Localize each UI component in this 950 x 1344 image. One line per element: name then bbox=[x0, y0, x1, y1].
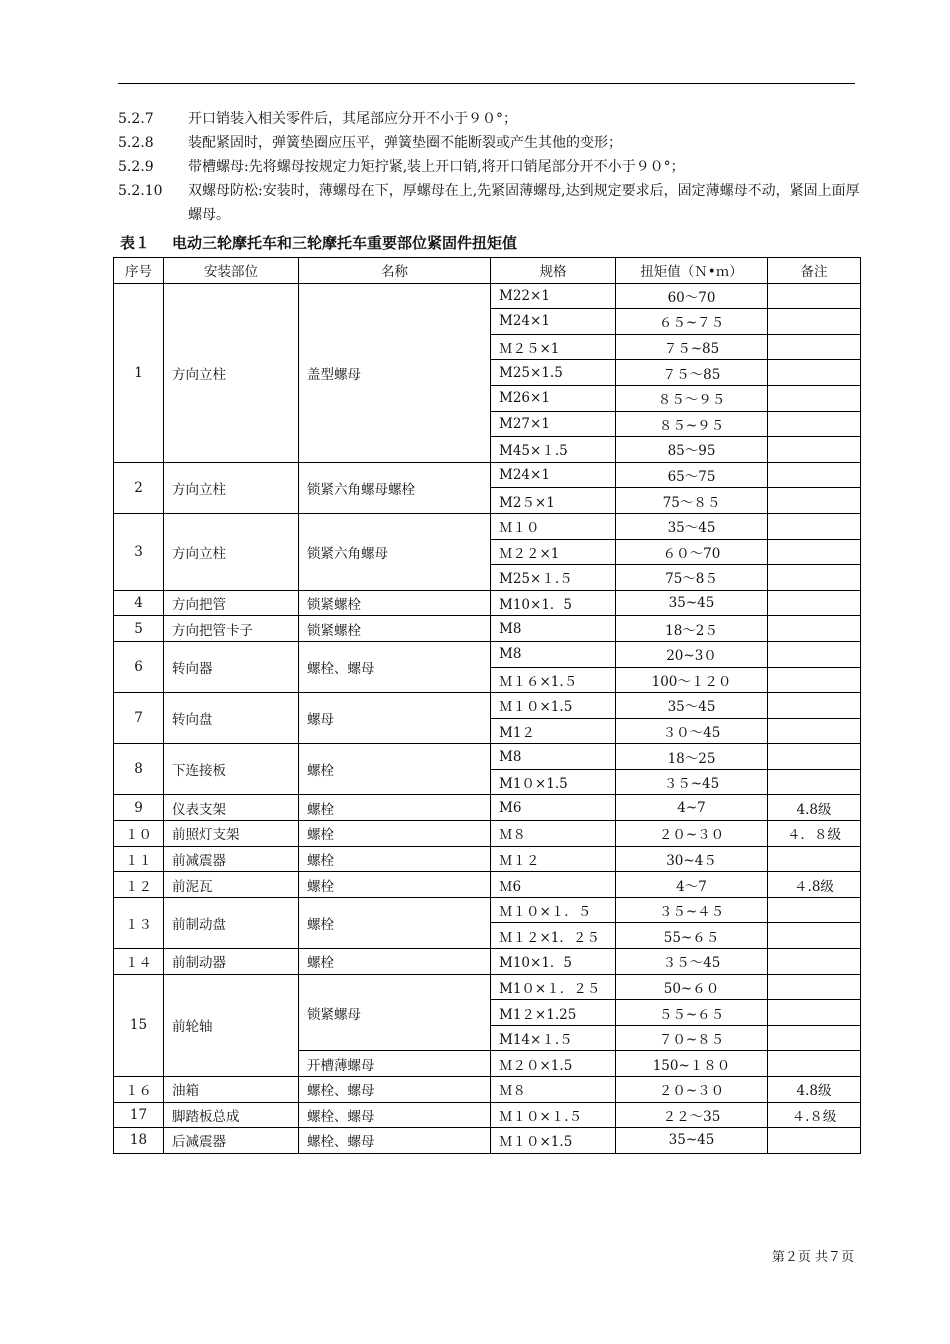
cell-spec: Ｍ２０×1.5 bbox=[491, 1051, 616, 1077]
cell-location: 方向立柱 bbox=[164, 513, 299, 590]
table-row bbox=[114, 1128, 861, 1154]
cell-torque: ２２～35 bbox=[616, 1102, 768, 1128]
table-row bbox=[114, 693, 861, 719]
cell-seq: 3 bbox=[114, 513, 164, 590]
cell-torque: 75～８５ bbox=[616, 488, 768, 514]
cell-remark bbox=[768, 513, 861, 539]
cell-location: 前制动器 bbox=[164, 949, 299, 975]
cell-seq: 17 bbox=[114, 1102, 164, 1128]
cell-spec: M6 bbox=[491, 795, 616, 821]
table-caption: 电动三轮摩托车和三轮摩托车重要部位紧固件扭矩值 bbox=[172, 234, 518, 252]
cell-torque: ８５～９５ bbox=[616, 385, 768, 411]
cell-location: 方向把管卡子 bbox=[164, 616, 299, 642]
cell-remark: 4.8级 bbox=[768, 1077, 861, 1103]
cell-torque: 30~4５ bbox=[616, 846, 768, 872]
cell-name: 锁紧螺栓 bbox=[299, 590, 491, 616]
cell-spec: Ｍ１２ bbox=[491, 846, 616, 872]
cell-location: 前制动盘 bbox=[164, 897, 299, 948]
cell-spec: M26×1 bbox=[491, 385, 616, 411]
cell-torque: 35~45 bbox=[616, 1128, 768, 1154]
clause-number: 5.2.9 bbox=[118, 159, 154, 175]
cell-seq: １６ bbox=[114, 1077, 164, 1103]
cell-name: 螺栓、螺母 bbox=[299, 641, 491, 692]
clause-text: 双螺母防松:安装时，薄螺母在下，厚螺母在上,先紧固薄螺母,达到规定要求后，固定薄螺母不动，紧固上面厚螺母。 bbox=[188, 183, 860, 223]
cell-location: 脚踏板总成 bbox=[164, 1102, 299, 1128]
cell-remark bbox=[768, 411, 861, 437]
cell-spec: M8 bbox=[491, 616, 616, 642]
cell-torque: 4~7 bbox=[616, 795, 768, 821]
cell-spec: M10×1．5 bbox=[491, 949, 616, 975]
header-location: 安装部位 bbox=[164, 258, 299, 284]
cell-remark bbox=[768, 1000, 861, 1026]
cell-name: 螺栓 bbox=[299, 872, 491, 898]
cell-spec: Ｍ８ bbox=[491, 1077, 616, 1103]
cell-remark bbox=[768, 590, 861, 616]
cell-remark bbox=[768, 949, 861, 975]
cell-seq: 7 bbox=[114, 693, 164, 744]
cell-remark bbox=[768, 437, 861, 463]
table-row bbox=[114, 949, 861, 975]
cell-name: 螺栓 bbox=[299, 897, 491, 948]
cell-seq: 8 bbox=[114, 744, 164, 795]
cell-seq: １０ bbox=[114, 821, 164, 847]
cell-remark bbox=[768, 974, 861, 1000]
cell-spec: M1２ bbox=[491, 718, 616, 744]
cell-torque: ７０~８５ bbox=[616, 1025, 768, 1051]
cell-location: 仪表支架 bbox=[164, 795, 299, 821]
cell-name: 锁紧螺母 bbox=[299, 974, 491, 1051]
cell-remark bbox=[768, 360, 861, 386]
cell-name: 开槽薄螺母 bbox=[299, 1051, 491, 1077]
cell-torque: 50~６０ bbox=[616, 974, 768, 1000]
cell-remark: ４.８级 bbox=[768, 1102, 861, 1128]
cell-remark bbox=[768, 462, 861, 488]
cell-torque: 85～95 bbox=[616, 437, 768, 463]
clause-item bbox=[118, 131, 863, 155]
cell-spec: Ｍ１０×１.５ bbox=[491, 1102, 616, 1128]
cell-remark bbox=[768, 744, 861, 770]
clause-item bbox=[118, 107, 863, 131]
cell-torque: 18～25 bbox=[616, 744, 768, 770]
cell-spec: Ｍ１０×1.5 bbox=[491, 693, 616, 719]
cell-remark: ４．８级 bbox=[768, 821, 861, 847]
cell-torque: 18～2５ bbox=[616, 616, 768, 642]
cell-torque: 55~６５ bbox=[616, 923, 768, 949]
table-title bbox=[120, 232, 517, 253]
cell-remark bbox=[768, 693, 861, 719]
cell-spec: M2５×1 bbox=[491, 488, 616, 514]
clause-list bbox=[118, 107, 863, 227]
cell-spec: M27×1 bbox=[491, 411, 616, 437]
cell-location: 方向立柱 bbox=[164, 462, 299, 513]
cell-name: 螺栓 bbox=[299, 744, 491, 795]
cell-seq: １３ bbox=[114, 897, 164, 948]
cell-spec: M14×１.５ bbox=[491, 1025, 616, 1051]
cell-spec: M24×1 bbox=[491, 309, 616, 335]
cell-torque: 35～45 bbox=[616, 693, 768, 719]
cell-torque: 60～70 bbox=[616, 283, 768, 309]
table-row bbox=[114, 1102, 861, 1128]
clause-item bbox=[118, 155, 863, 179]
cell-remark bbox=[768, 539, 861, 565]
cell-spec: M1０×１．２５ bbox=[491, 974, 616, 1000]
cell-remark bbox=[768, 846, 861, 872]
cell-remark bbox=[768, 385, 861, 411]
cell-name: 螺栓、螺母 bbox=[299, 1077, 491, 1103]
cell-spec: Ｍ１２×1．２５ bbox=[491, 923, 616, 949]
cell-seq: 1 bbox=[114, 283, 164, 462]
cell-location: 下连接板 bbox=[164, 744, 299, 795]
cell-seq: １２ bbox=[114, 872, 164, 898]
table-row bbox=[114, 821, 861, 847]
cell-torque: ６５~７５ bbox=[616, 309, 768, 335]
cell-torque: ３５～45 bbox=[616, 949, 768, 975]
cell-location: 前泥瓦 bbox=[164, 872, 299, 898]
cell-location: 转向盘 bbox=[164, 693, 299, 744]
cell-torque: ６０～70 bbox=[616, 539, 768, 565]
cell-remark bbox=[768, 667, 861, 693]
cell-torque: 35～45 bbox=[616, 513, 768, 539]
cell-seq: 6 bbox=[114, 641, 164, 692]
table-row bbox=[114, 795, 861, 821]
table-row bbox=[114, 846, 861, 872]
cell-location: 方向把管 bbox=[164, 590, 299, 616]
cell-torque: ３５~45 bbox=[616, 769, 768, 795]
cell-torque: 4～7 bbox=[616, 872, 768, 898]
header-torque: 扭矩值（Ｎ•ｍ） bbox=[616, 258, 768, 284]
cell-seq: １１ bbox=[114, 846, 164, 872]
cell-name: 螺栓 bbox=[299, 795, 491, 821]
cell-spec: M45×１.5 bbox=[491, 437, 616, 463]
table-row bbox=[114, 872, 861, 898]
cell-remark bbox=[768, 641, 861, 667]
cell-name: 螺栓、螺母 bbox=[299, 1128, 491, 1154]
cell-spec: Ｍ２２×1 bbox=[491, 539, 616, 565]
header-rule bbox=[118, 83, 855, 84]
page-number: 第２页 共７页 bbox=[771, 1250, 854, 1265]
cell-torque: ７５~85 bbox=[616, 334, 768, 360]
cell-torque: ３５~４５ bbox=[616, 897, 768, 923]
cell-spec: M10×1．5 bbox=[491, 590, 616, 616]
header-remark: 备注 bbox=[768, 258, 861, 284]
cell-torque: ８５~９５ bbox=[616, 411, 768, 437]
cell-remark: 4.8级 bbox=[768, 795, 861, 821]
cell-name: 螺栓、螺母 bbox=[299, 1102, 491, 1128]
cell-remark bbox=[768, 1051, 861, 1077]
cell-name: 螺栓 bbox=[299, 821, 491, 847]
cell-remark bbox=[768, 897, 861, 923]
cell-seq: 4 bbox=[114, 590, 164, 616]
cell-spec: M8 bbox=[491, 641, 616, 667]
cell-seq: 5 bbox=[114, 616, 164, 642]
cell-torque: ７５～85 bbox=[616, 360, 768, 386]
cell-remark bbox=[768, 309, 861, 335]
cell-remark bbox=[768, 769, 861, 795]
cell-torque: 35~45 bbox=[616, 590, 768, 616]
cell-name: 盖型螺母 bbox=[299, 283, 491, 462]
table-row bbox=[114, 590, 861, 616]
cell-remark bbox=[768, 718, 861, 744]
cell-location: 前照灯支架 bbox=[164, 821, 299, 847]
cell-spec: Ｍ８ bbox=[491, 821, 616, 847]
table-row bbox=[114, 744, 861, 770]
table-row bbox=[114, 974, 861, 1000]
cell-spec: M25×1.5 bbox=[491, 360, 616, 386]
table-row bbox=[114, 641, 861, 667]
cell-torque: ２０~３０ bbox=[616, 821, 768, 847]
cell-spec: Ｍ１０ bbox=[491, 513, 616, 539]
cell-seq: 2 bbox=[114, 462, 164, 513]
cell-torque: 65～75 bbox=[616, 462, 768, 488]
cell-remark bbox=[768, 334, 861, 360]
header-name: 名称 bbox=[299, 258, 491, 284]
cell-spec: M1０×1.5 bbox=[491, 769, 616, 795]
cell-spec: M8 bbox=[491, 744, 616, 770]
cell-location: 前轮轴 bbox=[164, 974, 299, 1076]
clause-number: 5.2.10 bbox=[118, 183, 163, 199]
torque-table bbox=[113, 257, 861, 1154]
cell-name: 锁紧六角螺母 bbox=[299, 513, 491, 590]
cell-torque: ５５~６５ bbox=[616, 1000, 768, 1026]
cell-remark bbox=[768, 1128, 861, 1154]
table-row bbox=[114, 1077, 861, 1103]
cell-seq: 15 bbox=[114, 974, 164, 1076]
clause-number: 5.2.8 bbox=[118, 135, 154, 151]
cell-spec: M22×1 bbox=[491, 283, 616, 309]
cell-name: 螺栓 bbox=[299, 846, 491, 872]
cell-location: 方向立柱 bbox=[164, 283, 299, 462]
table-body bbox=[114, 283, 861, 1153]
table-row bbox=[114, 513, 861, 539]
cell-name: 螺母 bbox=[299, 693, 491, 744]
cell-spec: Ｍ１６×1.５ bbox=[491, 667, 616, 693]
table-row bbox=[114, 897, 861, 923]
clause-text: 装配紧固时，弹簧垫圈应压平，弹簧垫圈不能断裂或产生其他的变形； bbox=[188, 135, 622, 151]
table-row bbox=[114, 616, 861, 642]
cell-location: 油箱 bbox=[164, 1077, 299, 1103]
cell-spec: Ｍ１０×1.5 bbox=[491, 1128, 616, 1154]
table-row bbox=[114, 462, 861, 488]
clause-item bbox=[118, 179, 863, 227]
cell-seq: １４ bbox=[114, 949, 164, 975]
cell-torque: 100～１２０ bbox=[616, 667, 768, 693]
cell-remark bbox=[768, 923, 861, 949]
cell-seq: 18 bbox=[114, 1128, 164, 1154]
clause-text: 带槽螺母:先将螺母按规定力矩拧紧,装上开口销,将开口销尾部分开不小于９０°； bbox=[188, 159, 685, 175]
cell-remark bbox=[768, 565, 861, 591]
cell-remark: ４.8级 bbox=[768, 872, 861, 898]
cell-remark bbox=[768, 1025, 861, 1051]
cell-torque: ２０~３０ bbox=[616, 1077, 768, 1103]
cell-spec: Ｍ２５×1 bbox=[491, 334, 616, 360]
table-header-row bbox=[114, 258, 861, 284]
cell-spec: Ｍ１０×１．５ bbox=[491, 897, 616, 923]
table-row bbox=[114, 283, 861, 309]
cell-torque: 150~１８０ bbox=[616, 1051, 768, 1077]
cell-spec: Ｍ6 bbox=[491, 872, 616, 898]
cell-torque: 75～8５ bbox=[616, 565, 768, 591]
cell-location: 转向器 bbox=[164, 641, 299, 692]
clause-text: 开口销装入相关零件后，其尾部应分开不小于９０°； bbox=[188, 111, 517, 127]
cell-torque: 20~3０ bbox=[616, 641, 768, 667]
cell-name: 锁紧螺栓 bbox=[299, 616, 491, 642]
cell-location: 后减震器 bbox=[164, 1128, 299, 1154]
cell-torque: ３０～45 bbox=[616, 718, 768, 744]
header-spec: 规格 bbox=[491, 258, 616, 284]
cell-name: 螺栓 bbox=[299, 949, 491, 975]
cell-location: 前减震器 bbox=[164, 846, 299, 872]
table-label: 表１ bbox=[120, 234, 151, 252]
cell-name: 锁紧六角螺母螺栓 bbox=[299, 462, 491, 513]
cell-spec: M25×１.５ bbox=[491, 565, 616, 591]
cell-remark bbox=[768, 488, 861, 514]
cell-spec: M24×1 bbox=[491, 462, 616, 488]
cell-seq: 9 bbox=[114, 795, 164, 821]
cell-remark bbox=[768, 616, 861, 642]
cell-remark bbox=[768, 283, 861, 309]
header-seq: 序号 bbox=[114, 258, 164, 284]
clause-number: 5.2.7 bbox=[118, 111, 154, 127]
cell-spec: M1２×1.25 bbox=[491, 1000, 616, 1026]
